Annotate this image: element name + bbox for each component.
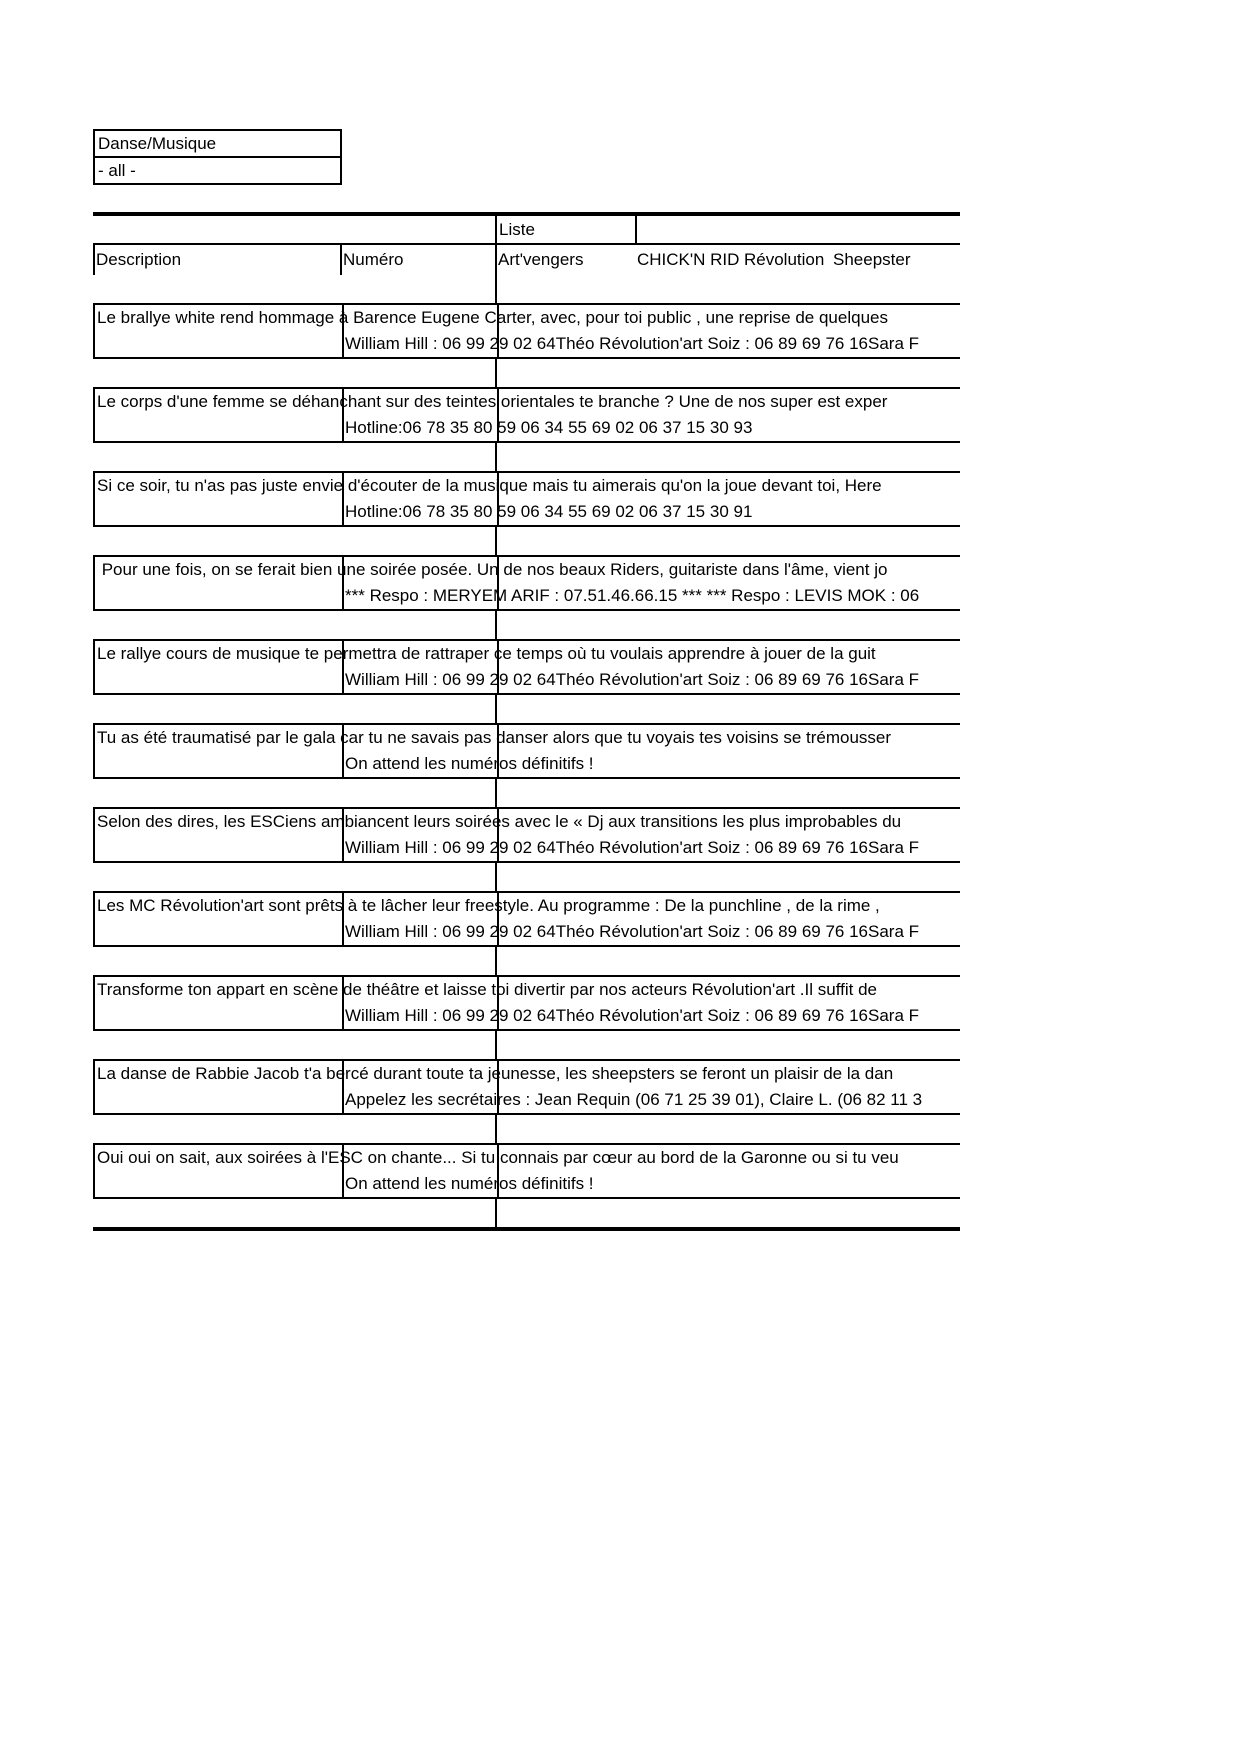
column-divider	[93, 245, 95, 275]
row-gap	[93, 527, 960, 555]
row-description: La danse de Rabbie Jacob t'a bercé durant toute ta jeunesse, les sheepsters se feront un plaisir de la dan	[97, 1064, 894, 1083]
column-header-numero: Numéro	[343, 250, 404, 269]
column-divider	[495, 611, 497, 639]
column-divider	[495, 527, 497, 555]
filter-category-label: Danse/Musique	[98, 134, 217, 153]
row-contact: William Hill : 06 99 29 02 64Théo Révolution'art Soiz : 06 89 69 76 16Sara F	[345, 670, 920, 689]
row-gap	[93, 1031, 960, 1059]
table-row	[93, 1059, 960, 1115]
column-header-chickn-rid: CHICK'N RID	[637, 250, 740, 269]
column-header-description: Description	[96, 250, 182, 269]
column-divider	[495, 1031, 497, 1059]
row-description: Tu as été traumatisé par le gala car tu ne savais pas danser alors que tu voyais tes voisins se trémousser	[97, 728, 892, 747]
row-gap	[93, 1115, 960, 1143]
row-gap	[93, 611, 960, 639]
table-row	[93, 975, 960, 1031]
row-contact: Appelez les secrétaires : Jean Requin (06 71 25 39 01), Claire L. (06 82 11 3	[345, 1090, 923, 1109]
column-divider	[495, 1199, 497, 1227]
row-gap	[93, 863, 960, 891]
table-row	[93, 639, 960, 695]
group-header-label: Liste	[499, 220, 535, 239]
table-row	[93, 387, 960, 443]
column-divider	[495, 275, 497, 303]
column-divider	[495, 695, 497, 723]
row-description: Si ce soir, tu n'as pas juste envie d'écouter de la musique mais tu aimerais qu'on la joue devant toi, Here	[97, 476, 882, 495]
column-divider	[495, 1115, 497, 1143]
row-gap	[93, 275, 960, 303]
column-divider	[495, 947, 497, 975]
row-contact: Hotline:06 78 35 80 59 06 34 55 69 02 06 37 15 30 93	[345, 418, 753, 437]
table-row	[93, 891, 960, 947]
column-divider	[340, 245, 342, 275]
row-gap	[93, 779, 960, 807]
row-description: Le rallye cours de musique te permettra de rattraper ce temps où tu voulais apprendre à jouer de la guit	[97, 644, 876, 663]
column-divider	[495, 245, 497, 275]
column-divider	[635, 216, 637, 243]
row-description: Transforme ton appart en scène de théâtre et laisse toi divertir par nos acteurs Révolution'art .Il suffit de	[97, 980, 877, 999]
row-contact: On attend les numéros définitifs !	[345, 1174, 594, 1193]
filter-scope-value: - all -	[95, 156, 340, 183]
column-divider	[495, 216, 497, 243]
activities-table	[93, 212, 960, 1231]
group-header-row	[93, 216, 960, 245]
table-row	[93, 807, 960, 863]
table-bottom-border	[93, 1227, 960, 1231]
table-row	[93, 1143, 960, 1199]
row-contact: *** Respo : MERYEM ARIF : 07.51.46.66.15 *** *** Respo : LEVIS MOK : 06	[345, 586, 920, 605]
table-row	[93, 555, 960, 611]
category-filter-box	[93, 129, 342, 185]
row-contact: William Hill : 06 99 29 02 64Théo Révolution'art Soiz : 06 89 69 76 16Sara F	[345, 1006, 920, 1025]
row-description: Le corps d'une femme se déhanchant sur des teintes orientales te branche ? Une de nos super est exper	[97, 392, 888, 411]
column-divider	[495, 359, 497, 387]
column-header-row	[93, 245, 960, 275]
row-contact: William Hill : 06 99 29 02 64Théo Révolution'art Soiz : 06 89 69 76 16Sara F	[345, 838, 920, 857]
row-gap	[93, 359, 960, 387]
row-gap	[93, 443, 960, 471]
table-row	[93, 303, 960, 359]
row-description: Pour une fois, on se ferait bien une soirée posée. Un de nos beaux Riders, guitariste dans l'âme, vient jo	[97, 560, 888, 579]
row-description: Selon des dires, les ESCiens ambiancent leurs soirées avec le « Dj aux transitions les plus improbables du	[97, 812, 902, 831]
table-row	[93, 471, 960, 527]
column-header-artvengers: Art'vengers	[498, 250, 584, 269]
row-description: Les MC Révolution'art sont prêts à te lâcher leur freestyle. Au programme : De la punchline , de la rime ,	[97, 896, 880, 915]
row-gap	[93, 947, 960, 975]
column-header-sheepster: Sheepster	[833, 250, 911, 269]
row-contact: William Hill : 06 99 29 02 64Théo Révolution'art Soiz : 06 89 69 76 16Sara F	[345, 334, 920, 353]
column-divider	[495, 779, 497, 807]
row-gap	[93, 695, 960, 723]
table-row	[93, 723, 960, 779]
row-description: Le brallye white rend hommage à Barence Eugene Carter, avec, pour toi public , une reprise de quelques	[97, 308, 888, 327]
row-contact: On attend les numéros définitifs !	[345, 754, 594, 773]
row-gap	[93, 1199, 960, 1227]
column-header-revolution: Révolution	[744, 250, 825, 269]
row-contact: William Hill : 06 99 29 02 64Théo Révolution'art Soiz : 06 89 69 76 16Sara F	[345, 922, 920, 941]
column-divider	[495, 863, 497, 891]
row-description: Oui oui on sait, aux soirées à l'ESC on chante... Si tu connais par cœur au bord de la Garonne ou si tu veu	[97, 1148, 899, 1167]
row-contact: Hotline:06 78 35 80 59 06 34 55 69 02 06 37 15 30 91	[345, 502, 753, 521]
column-divider	[495, 443, 497, 471]
